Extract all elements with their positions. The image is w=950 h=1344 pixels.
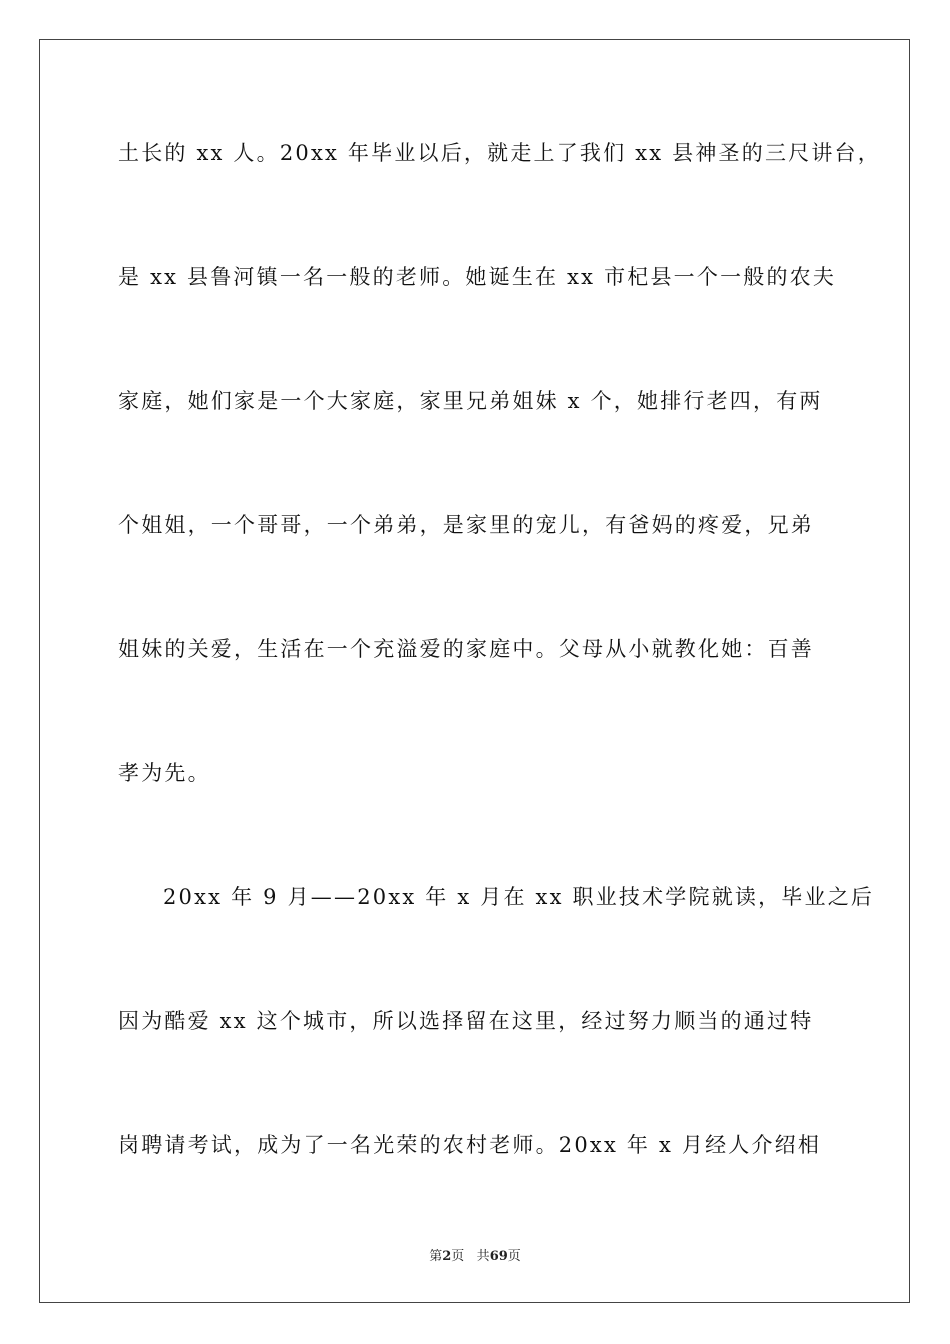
text-line-2: 是 xx 县鲁河镇一名一般的老师。她诞生在 xx 市杞县一个一般的农夫	[118, 265, 837, 289]
page-prefix: 第	[429, 1249, 443, 1264]
text-line-5: 姐妹的关爱，生活在一个充溢爱的家庭中。父母从小就教化她：百善	[118, 637, 814, 661]
total-pages: 69	[489, 1249, 508, 1264]
page-border	[39, 39, 910, 1303]
total-prefix: 共	[476, 1249, 490, 1264]
text-line-9: 岗聘请考试，成为了一名光荣的农村老师。20xx 年 x 月经人介绍相	[118, 1133, 822, 1157]
text-line-6: 孝为先。	[118, 761, 211, 785]
text-line-1: 土长的 xx 人。20xx 年毕业以后，就走上了我们 xx 县神圣的三尺讲台，	[118, 141, 881, 165]
text-line-4: 个姐姐，一个哥哥，一个弟弟，是家里的宠儿，有爸妈的疼爱，兄弟	[118, 513, 814, 537]
text-line-7: 20xx 年 9 月——20xx 年 x 月在 xx 职业技术学院就读，毕业之后	[163, 885, 875, 909]
text-line-8: 因为酷爱 xx 这个城市，所以选择留在这里，经过努力顺当的通过特	[118, 1009, 814, 1033]
page-number: 2	[442, 1249, 452, 1264]
total-suffix: 页	[507, 1249, 521, 1264]
text-line-3: 家庭，她们家是一个大家庭，家里兄弟姐妹 x 个，她排行老四，有两	[118, 389, 823, 413]
page-footer	[0, 1248, 950, 1266]
page-suffix: 页	[451, 1249, 465, 1264]
